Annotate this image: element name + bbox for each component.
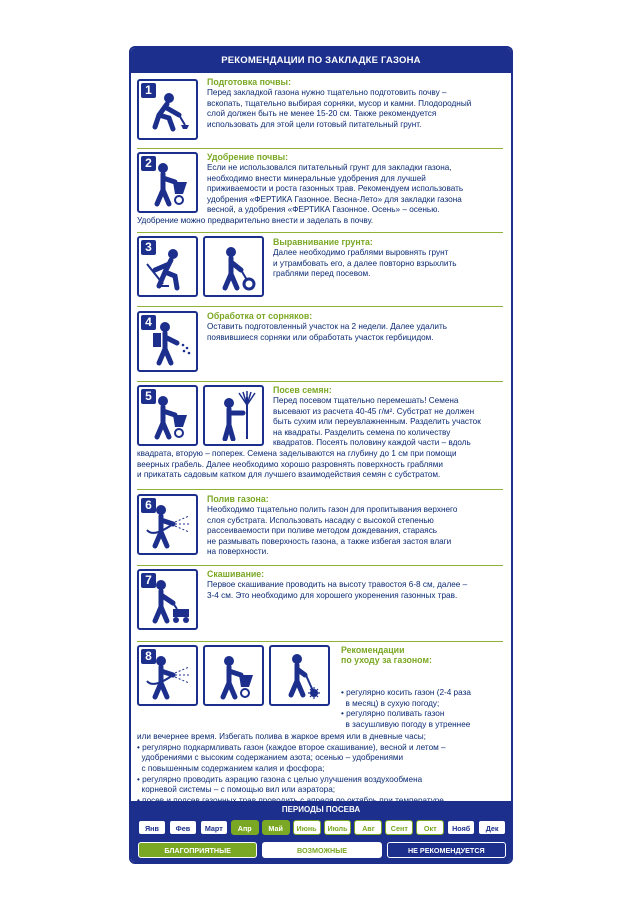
seeder-person-icon: 5 xyxy=(137,385,198,446)
month-jun: Июнь xyxy=(293,820,321,835)
step-5-text-full: квадрата, вторую – поперек. Семена заделываются на глубину до 1 см при помощи веерных грабель. Далее необходимо хорошо разровнять поверхность граблями и прикатать садовым катком для лучшего взаимодействия семян с субстратом. xyxy=(137,449,457,480)
step-7-text: Первое скашивание проводить на высоту травостоя 6-8 см, далее – 3-4 см. Это необходимо для хорошего укоренения газонных трав. xyxy=(207,580,468,600)
step-2-text-full: Удобрение можно предварительно внести и заделать в почву. xyxy=(137,216,374,225)
month-sep: Сент xyxy=(385,820,413,835)
step-4 xyxy=(137,306,503,378)
step-6 xyxy=(137,489,503,563)
month-aug: Авг xyxy=(354,820,382,835)
step-7-title: Скашивание: xyxy=(207,569,265,579)
step-5 xyxy=(137,381,503,487)
spraying-person-icon: 4 xyxy=(137,311,198,372)
step-5-text: Перед посевом тщательно перемешать! Семена высевают из расчета 40-45 г/м². Субстрат не должен быть сухим или переувлажненным. Разделить участок на квадраты. Разделить семена по количеству квадратов. Посеять половину каждой части – вдоль xyxy=(273,396,481,448)
lawn-guide-card xyxy=(129,46,513,864)
step-6-text: Необходимо тщательно полить газон для пропитывания верхнего слоя субстрата. Использовать насадку с высокой степенью рассеиваемости при поливе методом дождевания, стараясь не размывать поверхность газона, а также избегая застоя влаги на поверхности. xyxy=(207,505,458,557)
step-8-title: Рекомендации по уходу за газоном: xyxy=(341,645,432,665)
periods-legend xyxy=(138,842,506,858)
step-2-title: Удобрение почвы: xyxy=(207,152,289,162)
lawn-mower-icon: 7 xyxy=(137,569,198,630)
legend-not-recommended: НЕ РЕКОМЕНДУЕТСЯ xyxy=(387,842,506,858)
step-2-text: Если не использовался питательный грунт для закладки газона, необходимо внести минеральные удобрения для лучшей приживаемости и роста газонных трав. Рекомендуем использовать удобрения «ФЕРТИКА Газонное. Весна-Лето» для закладки газона весной, а удобрения «ФЕРТИКА Газонное. Осень» – осенью. xyxy=(207,163,464,215)
month-apr: Апр xyxy=(231,820,259,835)
aerator-person-icon xyxy=(269,645,330,706)
page-title: РЕКОМЕНДАЦИИ ПО ЗАКЛАДКЕ ГАЗОНА xyxy=(131,48,511,73)
step-8-text: • регулярно косить газон (2-4 раза в месяц) в сухую погоду; • регулярно поливать газон в засушливую погоду в утреннее xyxy=(341,688,471,729)
months-row xyxy=(138,820,506,835)
step-3-text: Далее необходимо граблями выровнять грунт и утрамбовать его, а далее повторно взрыхлить граблями перед посевом. xyxy=(273,248,457,279)
sowing-periods-title: ПЕРИОДЫ ПОСЕВА xyxy=(281,805,361,814)
digging-person-icon: 1 xyxy=(137,79,198,140)
watering-person-icon: 6 xyxy=(137,494,198,555)
sowing-periods xyxy=(131,801,511,864)
step-3-title: Выравнивание грунта: xyxy=(273,237,373,247)
step-4-title: Обработка от сорняков: xyxy=(207,311,313,321)
roller-person-icon xyxy=(203,236,264,297)
step-6-title: Полив газона: xyxy=(207,494,269,504)
month-jan: Янв xyxy=(138,820,166,835)
fan-rake-person-icon xyxy=(203,385,264,446)
legend-favorable: БЛАГОПРИЯТНЫЕ xyxy=(138,842,257,858)
raking-person-icon: 3 xyxy=(137,236,198,297)
step-3 xyxy=(137,232,503,304)
legend-possible: ВОЗМОЖНЫЕ xyxy=(262,842,381,858)
step-1-text: Перед закладкой газона нужно тщательно подготовить почву – вскопать, тщательно выбирая сорняки, мусор и камни. Плодородный слой должен быть не менее 15-20 см. Также рекомендуется использовать для этой цели готовый питательный грунт. xyxy=(207,88,472,129)
step-4-text: Оставить подготовленный участок на 2 недели. Далее удалить появившиеся сорняки или обработать участок гербицидом. xyxy=(207,322,448,342)
month-feb: Фев xyxy=(169,820,197,835)
month-jul: Июль xyxy=(324,820,352,835)
step-2 xyxy=(137,148,503,230)
step-7 xyxy=(137,565,503,639)
step-8 xyxy=(137,641,503,801)
step-1-title: Подготовка почвы: xyxy=(207,77,292,87)
fertilizer-spreader-icon xyxy=(203,645,264,706)
step-8-text-full: или вечернее время. Избегать полива в жаркое время или в дневные часы; • регулярно подкармливать газон (каждое второе скашивание), весной и летом – удобрениями с высоким содержанием азота; осенью – удобрениями с повышенным содержанием калия и фосфора; • регулярно проводить аэрацию газона с целью улучшения воздухообмена корневой системы – с помощью вил или аэратора; xyxy=(137,732,446,795)
month-dec: Дек xyxy=(478,820,506,835)
month-oct: Окт xyxy=(416,820,444,835)
step-5-title: Посев семян: xyxy=(273,385,332,395)
fertilizer-spreader-icon: 2 xyxy=(137,152,198,213)
step-1 xyxy=(137,75,503,145)
month-mar: Март xyxy=(200,820,228,835)
month-may: Май xyxy=(262,820,290,835)
month-nov: Нояб xyxy=(447,820,475,835)
watering-person-icon: 8 xyxy=(137,645,198,706)
